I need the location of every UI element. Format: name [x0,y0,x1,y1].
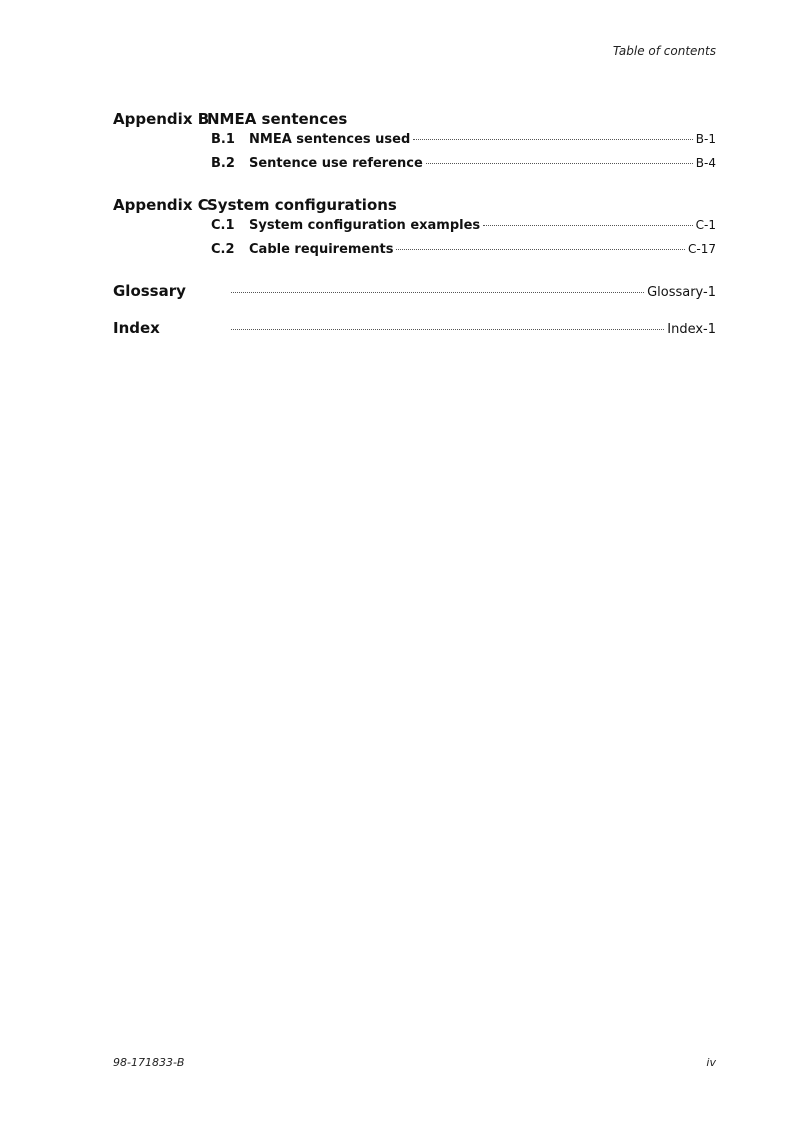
page-reference: B-4 [695,156,716,170]
dot-leader [413,139,693,140]
toc-entry-c1[interactable] [113,218,716,242]
appendix-heading[interactable] [113,196,716,218]
toc-entry-c2[interactable] [113,242,716,266]
page-reference: Glossary-1 [647,285,716,300]
section-title: Cable requirements [249,242,394,257]
appendix-title: System configurations [207,196,397,214]
dot-leader [231,292,644,293]
dot-leader [483,225,692,226]
page-reference: B-1 [695,132,716,146]
running-header: Table of contents [612,44,716,58]
section-number: B.2 [211,156,235,171]
toc-entry-glossary[interactable] [113,282,716,304]
page-number: iv [706,1056,716,1069]
page-reference: C-1 [695,218,716,232]
dot-leader [231,329,664,330]
index-label: Index [113,319,160,337]
toc-appendix-b [113,110,716,180]
page-reference: Index-1 [667,322,716,337]
section-title: Sentence use reference [249,156,423,171]
toc-entry-b1[interactable] [113,132,716,156]
dot-leader [426,163,693,164]
toc-entry-index[interactable] [113,319,716,341]
toc-appendix-c [113,196,716,266]
appendix-heading[interactable] [113,110,716,132]
dot-leader [396,249,685,250]
appendix-title: NMEA sentences [207,110,348,128]
glossary-label: Glossary [113,282,186,300]
document-number: 98-171833-B [113,1056,185,1069]
page-reference: C-17 [688,242,716,256]
section-number: B.1 [211,132,235,147]
appendix-label: Appendix C [113,196,209,214]
section-number: C.2 [211,242,235,257]
section-title: System configuration examples [249,218,481,233]
toc-entry-b2[interactable] [113,156,716,180]
table-of-contents [113,110,716,356]
appendix-label: Appendix B [113,110,210,128]
section-number: C.1 [211,218,235,233]
section-title: NMEA sentences used [249,132,411,147]
